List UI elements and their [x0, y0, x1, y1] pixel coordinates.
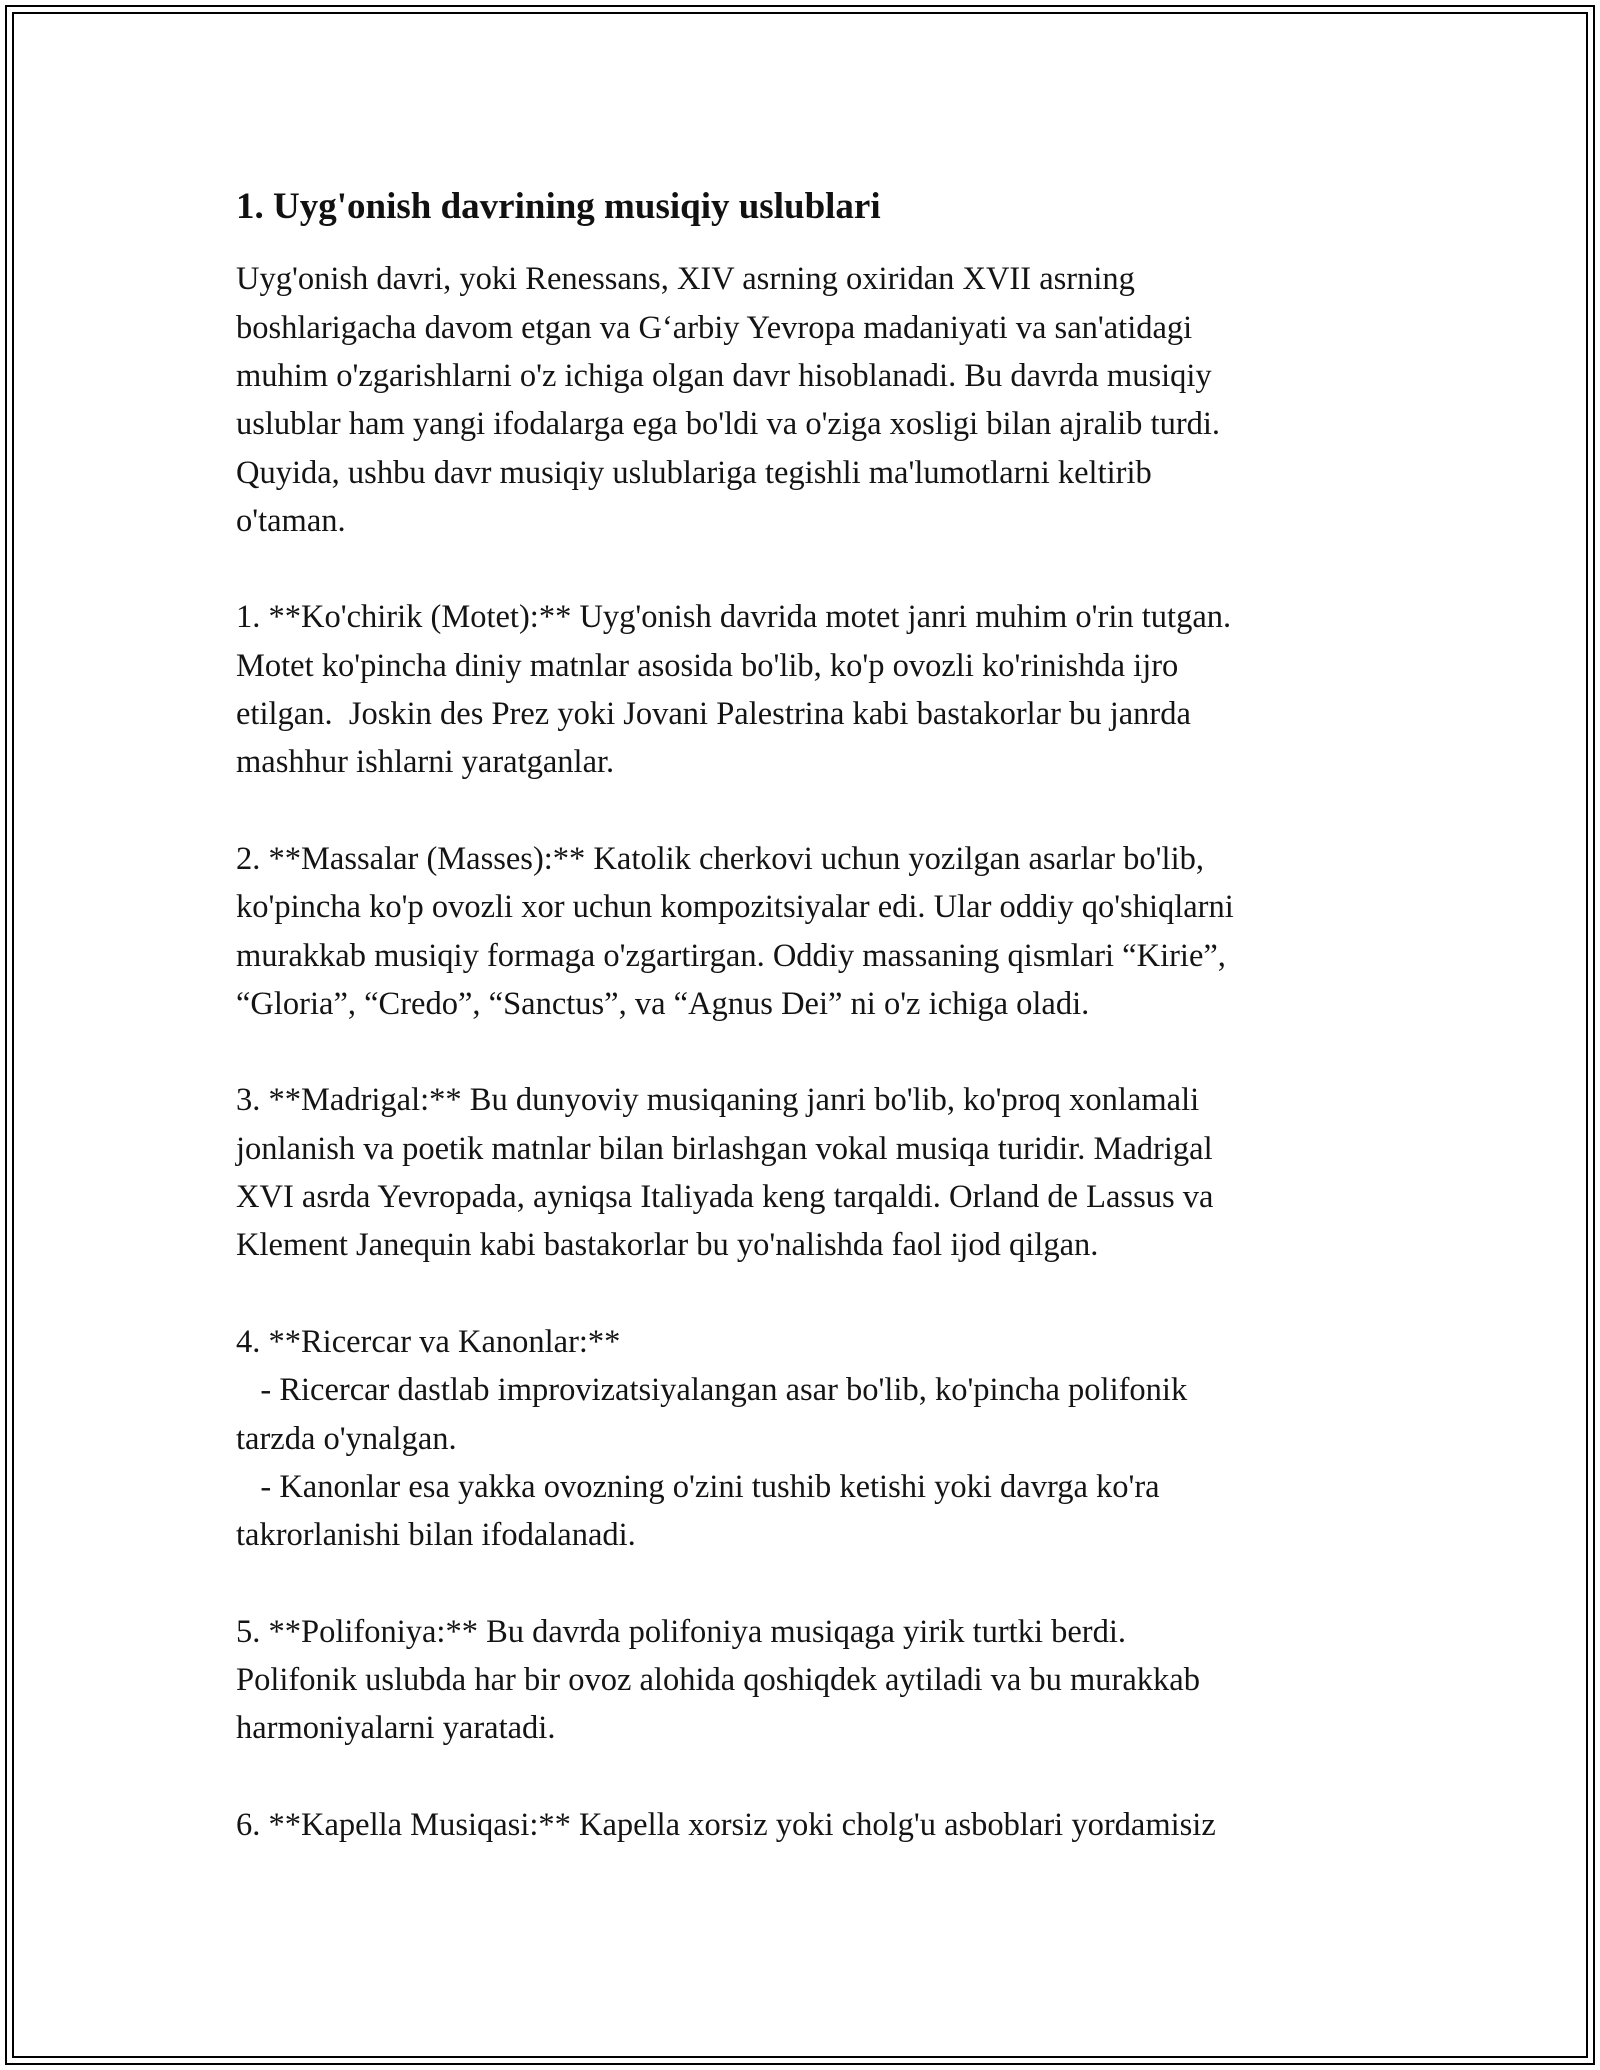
paragraph-kapella: [236, 1801, 1386, 1849]
paragraph-masses: [236, 835, 1386, 1028]
text-line: mashhur ishlarni yaratganlar.: [236, 744, 615, 781]
paragraph-intro: [236, 255, 1386, 545]
text-line: “Gloria”, “Credo”, “Sanctus”, va “Agnus Dei” ni o'z ichiga oladi.: [236, 985, 1090, 1022]
text-line: ko'pincha ko'p ovozli xor uchun kompozitsiyalar edi. Ular oddiy qo'shiqlarni: [236, 889, 1234, 926]
text-line: 3. **Madrigal:** Bu dunyoviy musiqaning janri bo'lib, ko'proq xonlamali: [236, 1082, 1200, 1119]
paragraph-gap: [236, 1559, 1386, 1607]
text-line: etilgan. Joskin des Prez yoki Jovani Palestrina kabi bastakorlar bu janrda: [236, 696, 1191, 733]
document-body: [236, 185, 1386, 1849]
text-line: harmoniyalarni yaratadi.: [236, 1710, 556, 1747]
paragraph-ricercar: [236, 1318, 1386, 1559]
text-line: Klement Janequin kabi bastakorlar bu yo'nalishda faol ijod qilgan.: [236, 1227, 1099, 1264]
text-line: muhim o'zgarishlarni o'z ichiga olgan davr hisoblanadi. Bu davrda musiqiy: [236, 357, 1212, 394]
page-title: 1. Uyg'onish davrining musiqiy uslublari: [236, 186, 881, 227]
paragraph-gap: [236, 1753, 1386, 1801]
text-line: Polifonik uslubda har bir ovoz alohida qoshiqdek aytiladi va bu murakkab: [236, 1662, 1200, 1698]
paragraph-motet: [236, 593, 1386, 786]
text-line: 1. **Ko'chirik (Motet):** Uyg'onish davrida motet janri muhim o'rin tutgan.: [236, 599, 1232, 636]
text-line: 6. **Kapella Musiqasi:** Kapella xorsiz yoki cholg'u asboblari yordamisiz: [236, 1806, 1216, 1843]
text-line: jonlanish va poetik matnlar bilan birlashgan vokal musiqa turidir. Madrigal: [236, 1130, 1213, 1167]
text-line: murakkab musiqiy formaga o'zgartirgan. Oddiy massaning qismlari “Kirie”,: [236, 937, 1226, 974]
text-line: Motet ko'pincha diniy matnlar asosida bo'lib, ko'p ovozli ko'rinishda ijro: [236, 647, 1179, 684]
text-line: Quyida, ushbu davr musiqiy uslublariga tegishli ma'lumotlarni keltirib: [236, 454, 1152, 491]
paragraph-gap: [236, 787, 1386, 835]
text-line: uslublar ham yangi ifodalarga ega bo'ldi va o'ziga xosligi bilan ajralib turdi.: [236, 406, 1221, 443]
text-line: o'taman.: [236, 502, 346, 539]
text-line: 5. **Polifoniya:** Bu davrda polifoniya musiqaga yirik turtki berdi.: [236, 1613, 1127, 1650]
text-line: - Kanonlar esa yakka ovozning o'zini tushib ketishi yoki davrga ko'ra: [236, 1468, 1160, 1505]
text-line: takrorlanishi bilan ifodalanadi.: [236, 1517, 636, 1554]
text-line: boshlarigacha davom etgan va G‘arbiy Yevropa madaniyati va san'atidagi: [236, 309, 1193, 346]
text-line: XVI asrda Yevropada, ayniqsa Italiyada keng tarqaldi. Orland de Lassus va: [236, 1179, 1214, 1216]
paragraph-gap: [236, 1028, 1386, 1076]
paragraph-gap: [236, 1270, 1386, 1318]
text-line: tarzda o'ynalgan.: [236, 1420, 457, 1457]
text-line: - Ricercar dastlab improvizatsiyalangan asar bo'lib, ko'pincha polifonik: [236, 1372, 1188, 1409]
paragraph-polyphony: [236, 1608, 1386, 1753]
paragraph-gap: [236, 545, 1386, 593]
text-line: 2. **Massalar (Masses):** Katolik cherkovi uchun yozilgan asarlar bo'lib,: [236, 840, 1204, 877]
paragraph-madrigal: [236, 1076, 1386, 1269]
text-line: Uyg'onish davri, yoki Renessans, XIV asrning oxiridan XVII asrning: [236, 261, 1135, 298]
text-line: 4. **Ricercar va Kanonlar:**: [236, 1323, 621, 1360]
